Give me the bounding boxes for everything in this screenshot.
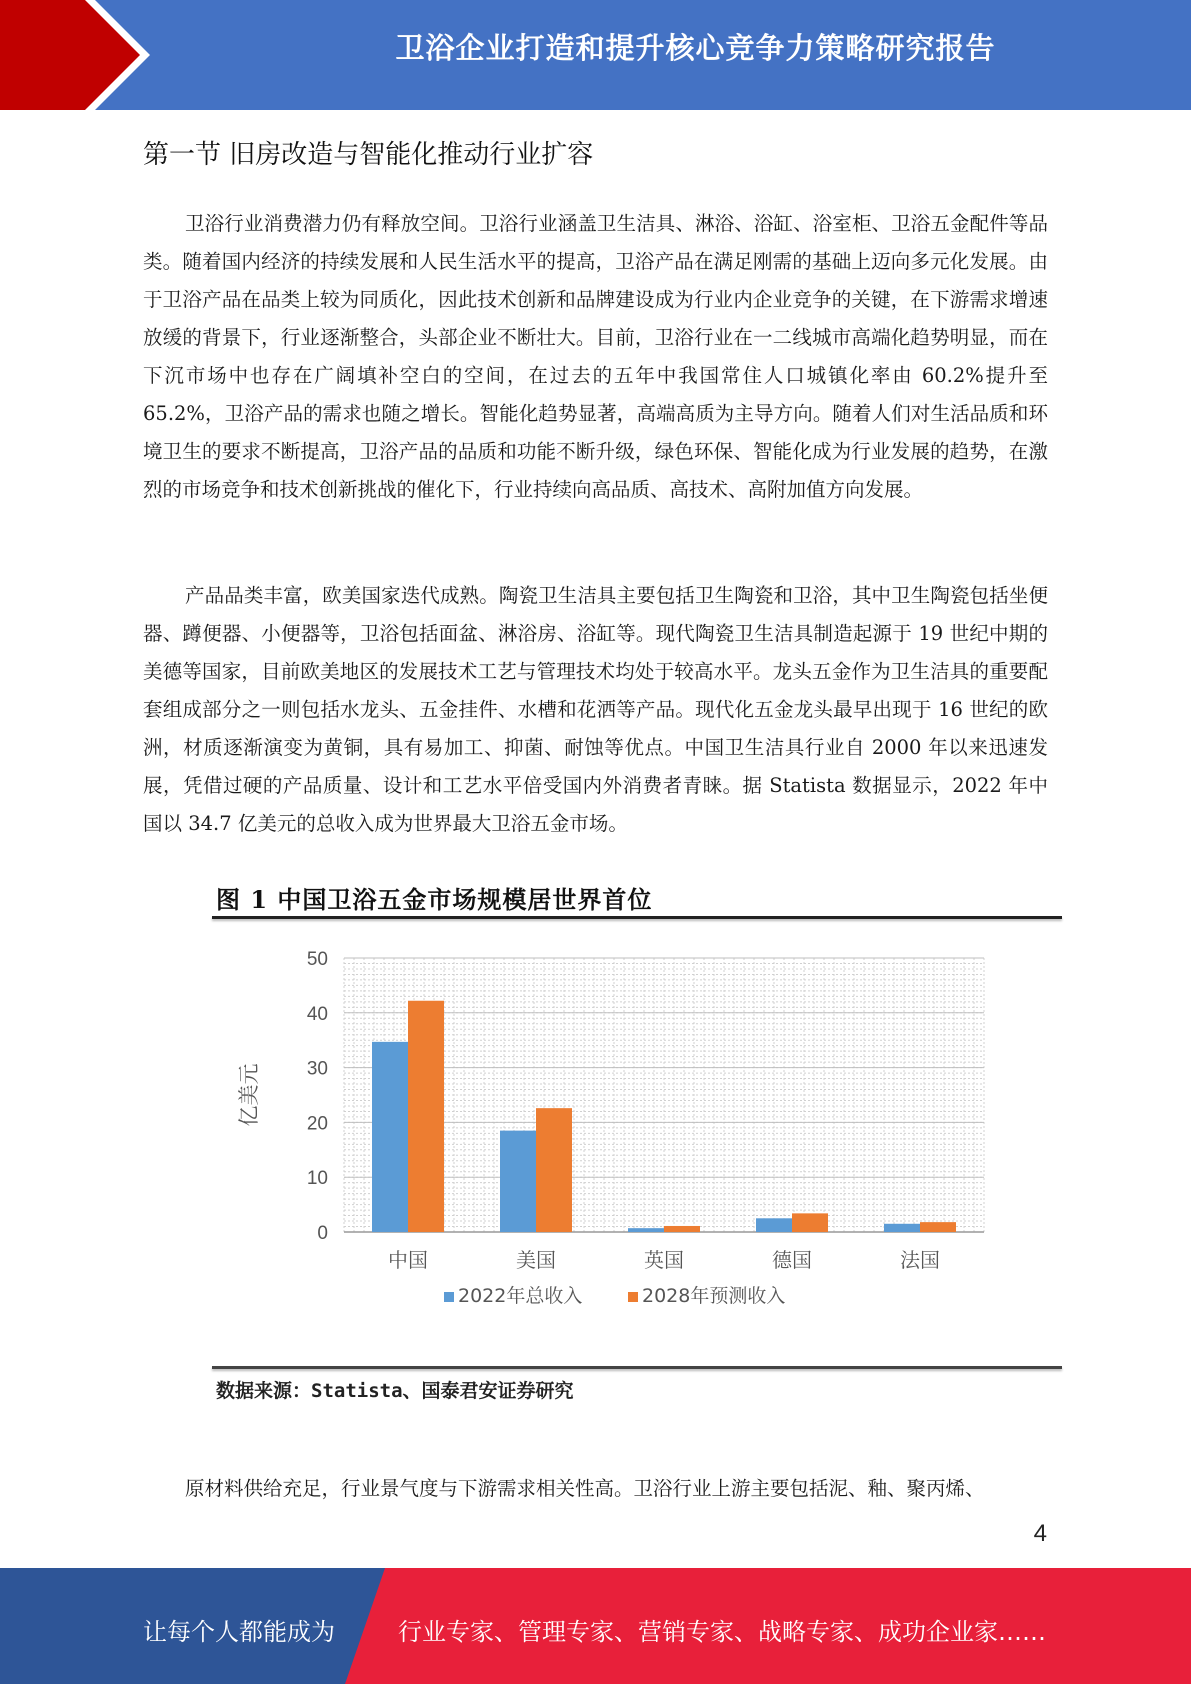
y-tick-label: 20 <box>306 1113 328 1135</box>
bar-chart <box>212 926 1062 1366</box>
bar <box>536 1108 572 1232</box>
bar <box>664 1226 700 1232</box>
figure <box>212 876 1062 1406</box>
paragraph: 原材料供给充足，行业景气度与下游需求相关性高。卫浴行业上游主要包括泥、釉、聚丙烯、 <box>185 1477 985 1500</box>
figure-top-rule <box>212 916 1062 919</box>
bar <box>792 1213 828 1232</box>
paragraph: 卫浴行业消费潜力仍有释放空间。卫浴行业涵盖卫生洁具、淋浴、浴缸、浴室柜、卫浴五金配件等品类。随着国内经济的持续发展和人民生活水平的提高，卫浴产品在满足刚需的基础上迈向多元化发展。由于卫浴产品在品类上较为同质化，因此技术创新和品牌建设成为行业内企业竞争的关键，在下游需求增速放缓的背景下，行业逐渐整合，头部企业不断壮大。目前，卫浴行业在一二线城市高端化趋势明显，而在下沉市场中也存在广阔填补空白的空间，在过去的五年中我国常住人口城镇化率由 60.2%提升至 65.2%，卫浴产品的需求也随之增长。智能化趋势显著，高端高质为主导方向。随着人们对生活品质和环境卫生的要求不断提高，卫浴产品的品质和功能不断升级，绿色环保、智能化成为行业发展的趋势，在激烈的市场竞争和技术创新挑战的催化下，行业持续向高品质、高技术、高附加值方向发展。 <box>143 212 1048 501</box>
bar <box>500 1131 536 1232</box>
legend-swatch <box>628 1292 638 1302</box>
x-tick-label: 美国 <box>516 1248 556 1272</box>
bar <box>884 1224 920 1232</box>
section-heading: 第一节 旧房改造与智能化推动行业扩容 <box>143 140 594 170</box>
figure-source: 数据来源：Statista、国泰君安证券研究 <box>216 1380 574 1402</box>
report-title: 卫浴企业打造和提升核心竞争力策略研究报告 <box>395 31 996 65</box>
bar <box>372 1042 408 1232</box>
bar <box>408 1001 444 1232</box>
x-tick-label: 法国 <box>900 1248 940 1272</box>
x-tick-label: 英国 <box>644 1248 684 1272</box>
bar <box>756 1218 792 1232</box>
bar <box>628 1228 664 1232</box>
footer-banner <box>0 1568 1191 1684</box>
y-tick-label: 0 <box>317 1223 328 1244</box>
legend-swatch <box>444 1292 454 1302</box>
figure-bottom-rule <box>212 1366 1062 1369</box>
figure-title: 图 1 中国卫浴五金市场规模居世界首位 <box>216 885 653 914</box>
header-banner <box>0 0 1191 110</box>
y-tick-label: 40 <box>306 1003 328 1025</box>
footer-slogan: 让每个人都能成为 <box>143 1618 335 1646</box>
legend-label: 2028年预测收入 <box>642 1285 786 1307</box>
x-tick-label: 中国 <box>388 1248 428 1272</box>
y-tick-label: 10 <box>306 1168 328 1190</box>
y-tick-label: 50 <box>306 949 328 970</box>
legend-label: 2022年总收入 <box>458 1285 583 1307</box>
y-tick-label: 30 <box>306 1058 328 1080</box>
bar <box>920 1222 956 1232</box>
page-number: 4 <box>1033 1520 1047 1547</box>
x-tick-label: 德国 <box>772 1248 812 1272</box>
footer-roles: 行业专家、管理专家、营销专家、战略专家、成功企业家…… <box>398 1618 1046 1646</box>
y-axis-label: 亿美元 <box>237 1063 261 1127</box>
paragraph: 产品品类丰富，欧美国家迭代成熟。陶瓷卫生洁具主要包括卫生陶瓷和卫浴，其中卫生陶瓷包括坐便器、蹲便器、小便器等，卫浴包括面盆、淋浴房、浴缸等。现代陶瓷卫生洁具制造起源于 19 世纪中期的美德等国家，目前欧美地区的发展技术工艺与管理技术均处于较高水平。龙头五金作为卫生洁具的重要配套组成部分之一则包括水龙头、五金挂件、水槽和花洒等产品。现代化五金龙头最早出现于 16 世纪的欧洲，材质逐渐演变为黄铜，具有易加工、抑菌、耐蚀等优点。中国卫生洁具行业自 2000 年以来迅速发展，凭借过硬的产品质量、设计和工艺水平倍受国内外消费者青睐。据 Statista 数据显示，2022 年中国以 34.7 亿美元的总收入成为世界最大卫浴五金市场。 <box>143 584 1048 835</box>
